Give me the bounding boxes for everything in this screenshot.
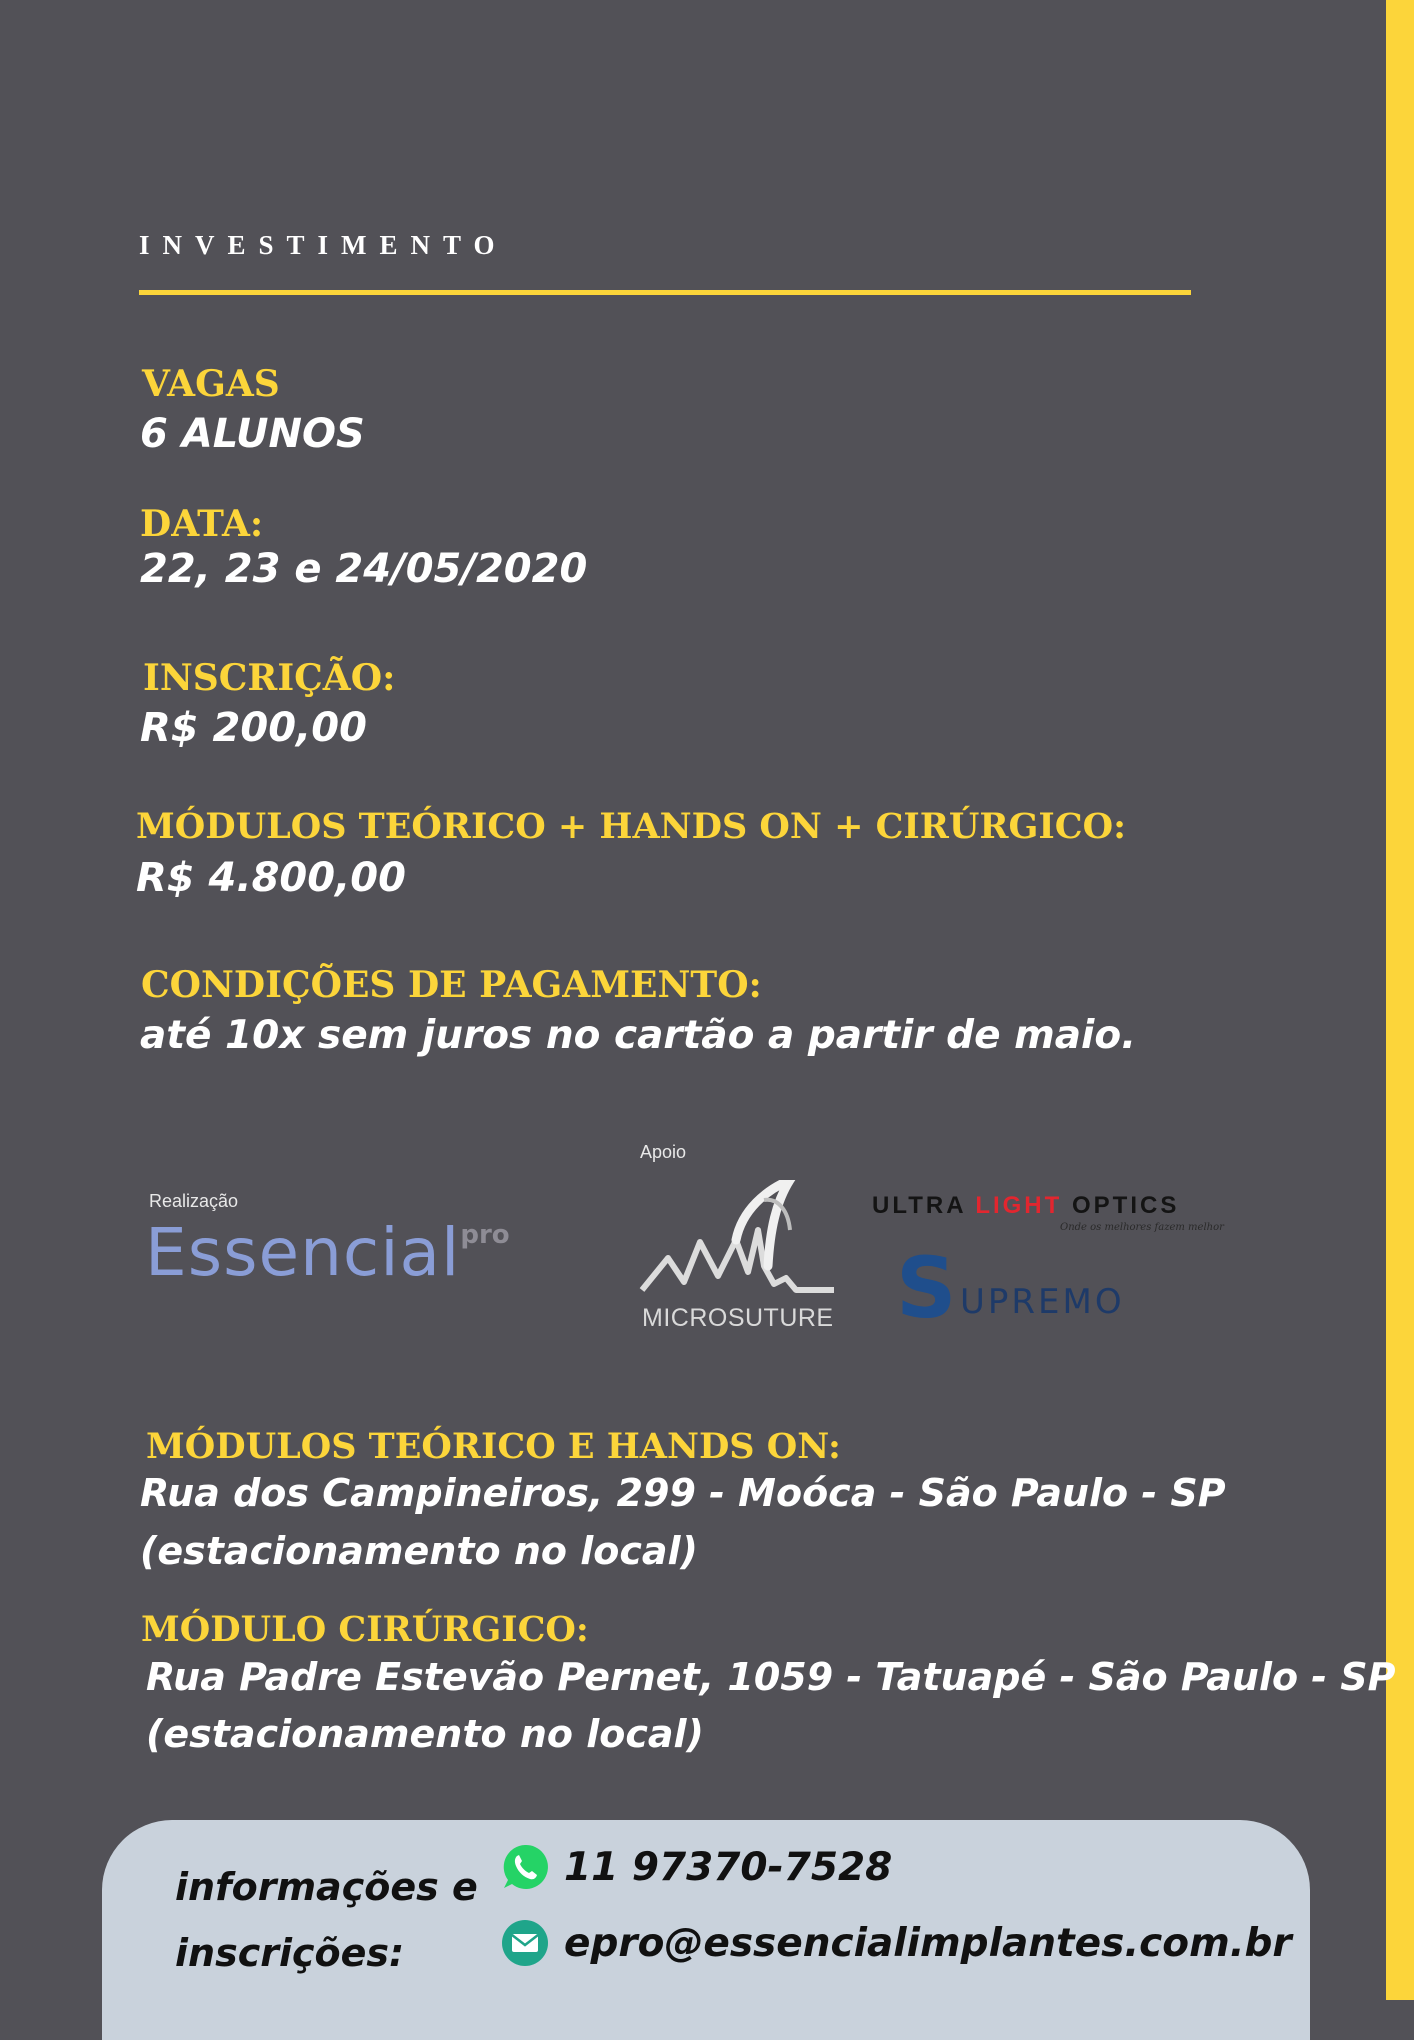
vagas-value: 6 ALUNOS [140,411,365,457]
microsuture-logo [638,1180,838,1338]
realizacao-label: Realização [149,1191,239,1211]
contact-email-text: epro@essencialimplantes.com.br [564,1920,1292,1966]
microsuture-mark-icon [638,1180,838,1305]
condicoes-label: CONDIÇÕES DE PAGAMENTO: [141,964,762,1006]
contact-email[interactable] [500,1918,1292,1968]
contact-phone-text: 11 97370-7528 [564,1844,893,1890]
local-teorico-note: (estacionamento no local) [140,1529,698,1573]
whatsapp-icon [500,1842,550,1892]
condicoes-value: até 10x sem juros no cartão a partir de maio. [140,1013,1137,1058]
essencial-logo-sup: pro [460,1220,510,1250]
ultralight-logo-part1: ULTRA [872,1192,976,1219]
local-teorico-label: MÓDULOS TEÓRICO E HANDS ON: [146,1426,841,1467]
contact-panel [102,1820,1310,2040]
email-icon [500,1918,550,1968]
ultralight-logo [872,1192,1224,1233]
section-kicker: INVESTIMENTO [139,230,508,260]
inscricao-value: R$ 200,00 [140,705,367,751]
modulos-label: MÓDULOS TEÓRICO + HANDS ON + CIRÚRGICO: [136,806,1127,847]
contact-label-line2: inscrições: [175,1931,405,1975]
data-value: 22, 23 e 24/05/2020 [140,546,588,592]
ultralight-logo-part2: LIGHT [975,1192,1063,1219]
ultralight-logo-part3: OPTICS [1062,1192,1180,1219]
inscricao-label: INSCRIÇÃO: [143,657,396,699]
supremo-logo-letter: S [896,1239,957,1337]
vagas-label: VAGAS [142,363,280,405]
apoio-label: Apoio [640,1142,687,1162]
ultralight-logo-tagline: Onde os melhores fazem melhor [1060,1222,1224,1233]
modulos-value: R$ 4.800,00 [136,855,406,901]
contact-label [175,1854,478,1986]
contact-phone[interactable] [500,1842,892,1892]
essencial-logo-text: Essencial [145,1214,461,1291]
contact-label-line1: informações e [175,1865,478,1909]
local-cirurgico-address: Rua Padre Estevão Pernet, 1059 - Tatuapé - São Paulo - SP [146,1655,1396,1699]
data-label: DATA: [140,503,264,545]
microsuture-logo-text: MICROSUTURE [642,1304,834,1332]
supremo-logo-text: UPREMO [960,1282,1125,1322]
local-cirurgico-note: (estacionamento no local) [146,1712,704,1756]
divider-rule [139,290,1191,295]
local-teorico-address: Rua dos Campineiros, 299 - Moóca - São Paulo - SP [140,1471,1226,1515]
supremo-logo [896,1239,1176,1337]
essencial-logo [145,1214,510,1291]
local-cirurgico-label: MÓDULO CIRÚRGICO: [141,1609,589,1650]
